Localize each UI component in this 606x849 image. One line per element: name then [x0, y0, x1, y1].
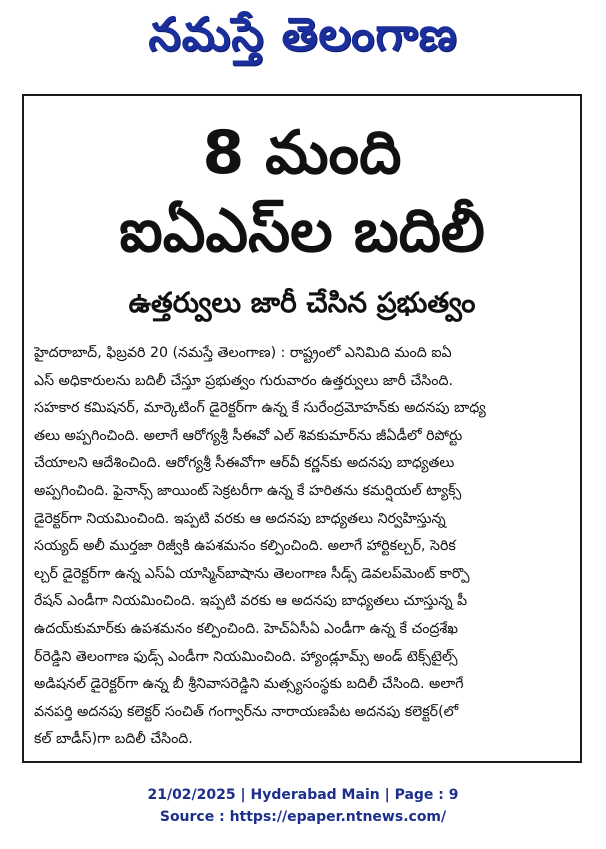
subheadline: ఉత్తర్వులు జారీ చేసిన ప్రభుత్వం — [128, 286, 476, 319]
article-clipping — [22, 94, 582, 763]
body-line: వనపర్తి అదనపు కలెక్టర్ సంచిత్ గంగ్వార్‌ను నారాయణపేట అదనపు కలెక్టర్(లో — [34, 703, 459, 720]
footer-source-link[interactable]: Source : https://epaper.ntnews.com/ — [159, 809, 447, 825]
body-line: ఉదయ్‌కుమార్‌కు ఉపశమనం కల్పించింది. హెచ్ఏసీఏ ఎండీగా ఉన్న కే చంద్రశేఖ — [34, 620, 458, 637]
body-line: హైదరాబాద్, ఫిబ్రవరి 20 (నమస్తే తెలంగాణ) : రాష్ట్రంలో ఎనిమిది మంది ఐఏ — [34, 345, 452, 361]
masthead-title: నమస్తే తెలంగాణ — [148, 7, 458, 61]
article-body — [34, 340, 570, 754]
body-line: తలు అప్పగించింది. అలాగే ఆరోగ్యశ్రీ సీఈవో ఎల్ శివకుమార్‌ను జీఏడీలో రిపోర్టు — [34, 427, 463, 444]
body-line: అడిషనల్ డైరెక్టర్‌గా ఉన్న బీ శ్రీనివాసరెడ్డిని మత్స్యసంస్థకు బదిలీ చేసింది. అలాగే — [34, 676, 464, 693]
headline-line-2: ఐఏఎస్‌ల బదిలీ — [119, 196, 485, 266]
body-line: సహకార కమిషనర్, మార్కెటింగ్ డైరెక్టర్‌గా ఉన్న కే సురేంద్రమోహన్‌కు అదనపు బాధ్య — [34, 400, 486, 417]
body-line: ర్‌రెడ్డిని తెలంగాణ ఫుడ్స్ ఎండీగా నియమించింది. హ్యాండ్లూమ్స్ అండ్ టెక్స్‌టైల్స్ — [34, 648, 458, 665]
body-line: డైరెక్టర్‌గా నియమించింది. ఇప్పటి వరకు ఆ అదనపు బాధ్యతలు నిర్వహిస్తున్న — [34, 510, 446, 527]
body-line: ఎస్ అధికారులను బదిలీ చేస్తూ ప్రభుత్వం గురువారం ఉత్తర్వులు జారీ చేసింది. — [34, 372, 453, 389]
footer-edition-info: 21/02/2025 | Hyderabad Main | Page : 9 — [147, 787, 459, 803]
newspaper-masthead — [0, 0, 606, 80]
body-line: చేయాలని ఆదేశించింది. ఆరోగ్యశ్రీ సీఈవోగా ఆర్‌వీ కర్ణన్‌కు అదనపు బాధ్యతలు — [34, 455, 455, 472]
headline-line-1: 8 మంది — [202, 118, 402, 188]
body-line: కల్ బాడీస్)గా బదిలీ చేసింది. — [34, 731, 193, 748]
body-line: రేషన్ ఎండీగా నియమించింది. ఇప్పటి వరకు ఆ అదనపు బాధ్యతలు చూస్తున్న పీ — [34, 593, 468, 610]
body-line: అప్పగించింది. ఫైనాన్స్ జాయింట్ సెక్రటరీగా ఉన్న కే హరితను కమర్షియల్ ట్యాక్స్ — [34, 482, 462, 499]
body-line: ల్చర్ డైరెక్టర్‌గా ఉన్న ఎస్ఏ యాస్మిన్‌బాషాను తెలంగాణ సీడ్స్ డెవలప్‌మెంట్ కార్పొ — [34, 565, 470, 582]
body-line: సయ్యద్ అలీ ముర్తజా రిజ్వీకి ఉపశమనం కల్పించింది. అలాగే హార్టికల్చర్, సెరిక — [34, 538, 456, 555]
